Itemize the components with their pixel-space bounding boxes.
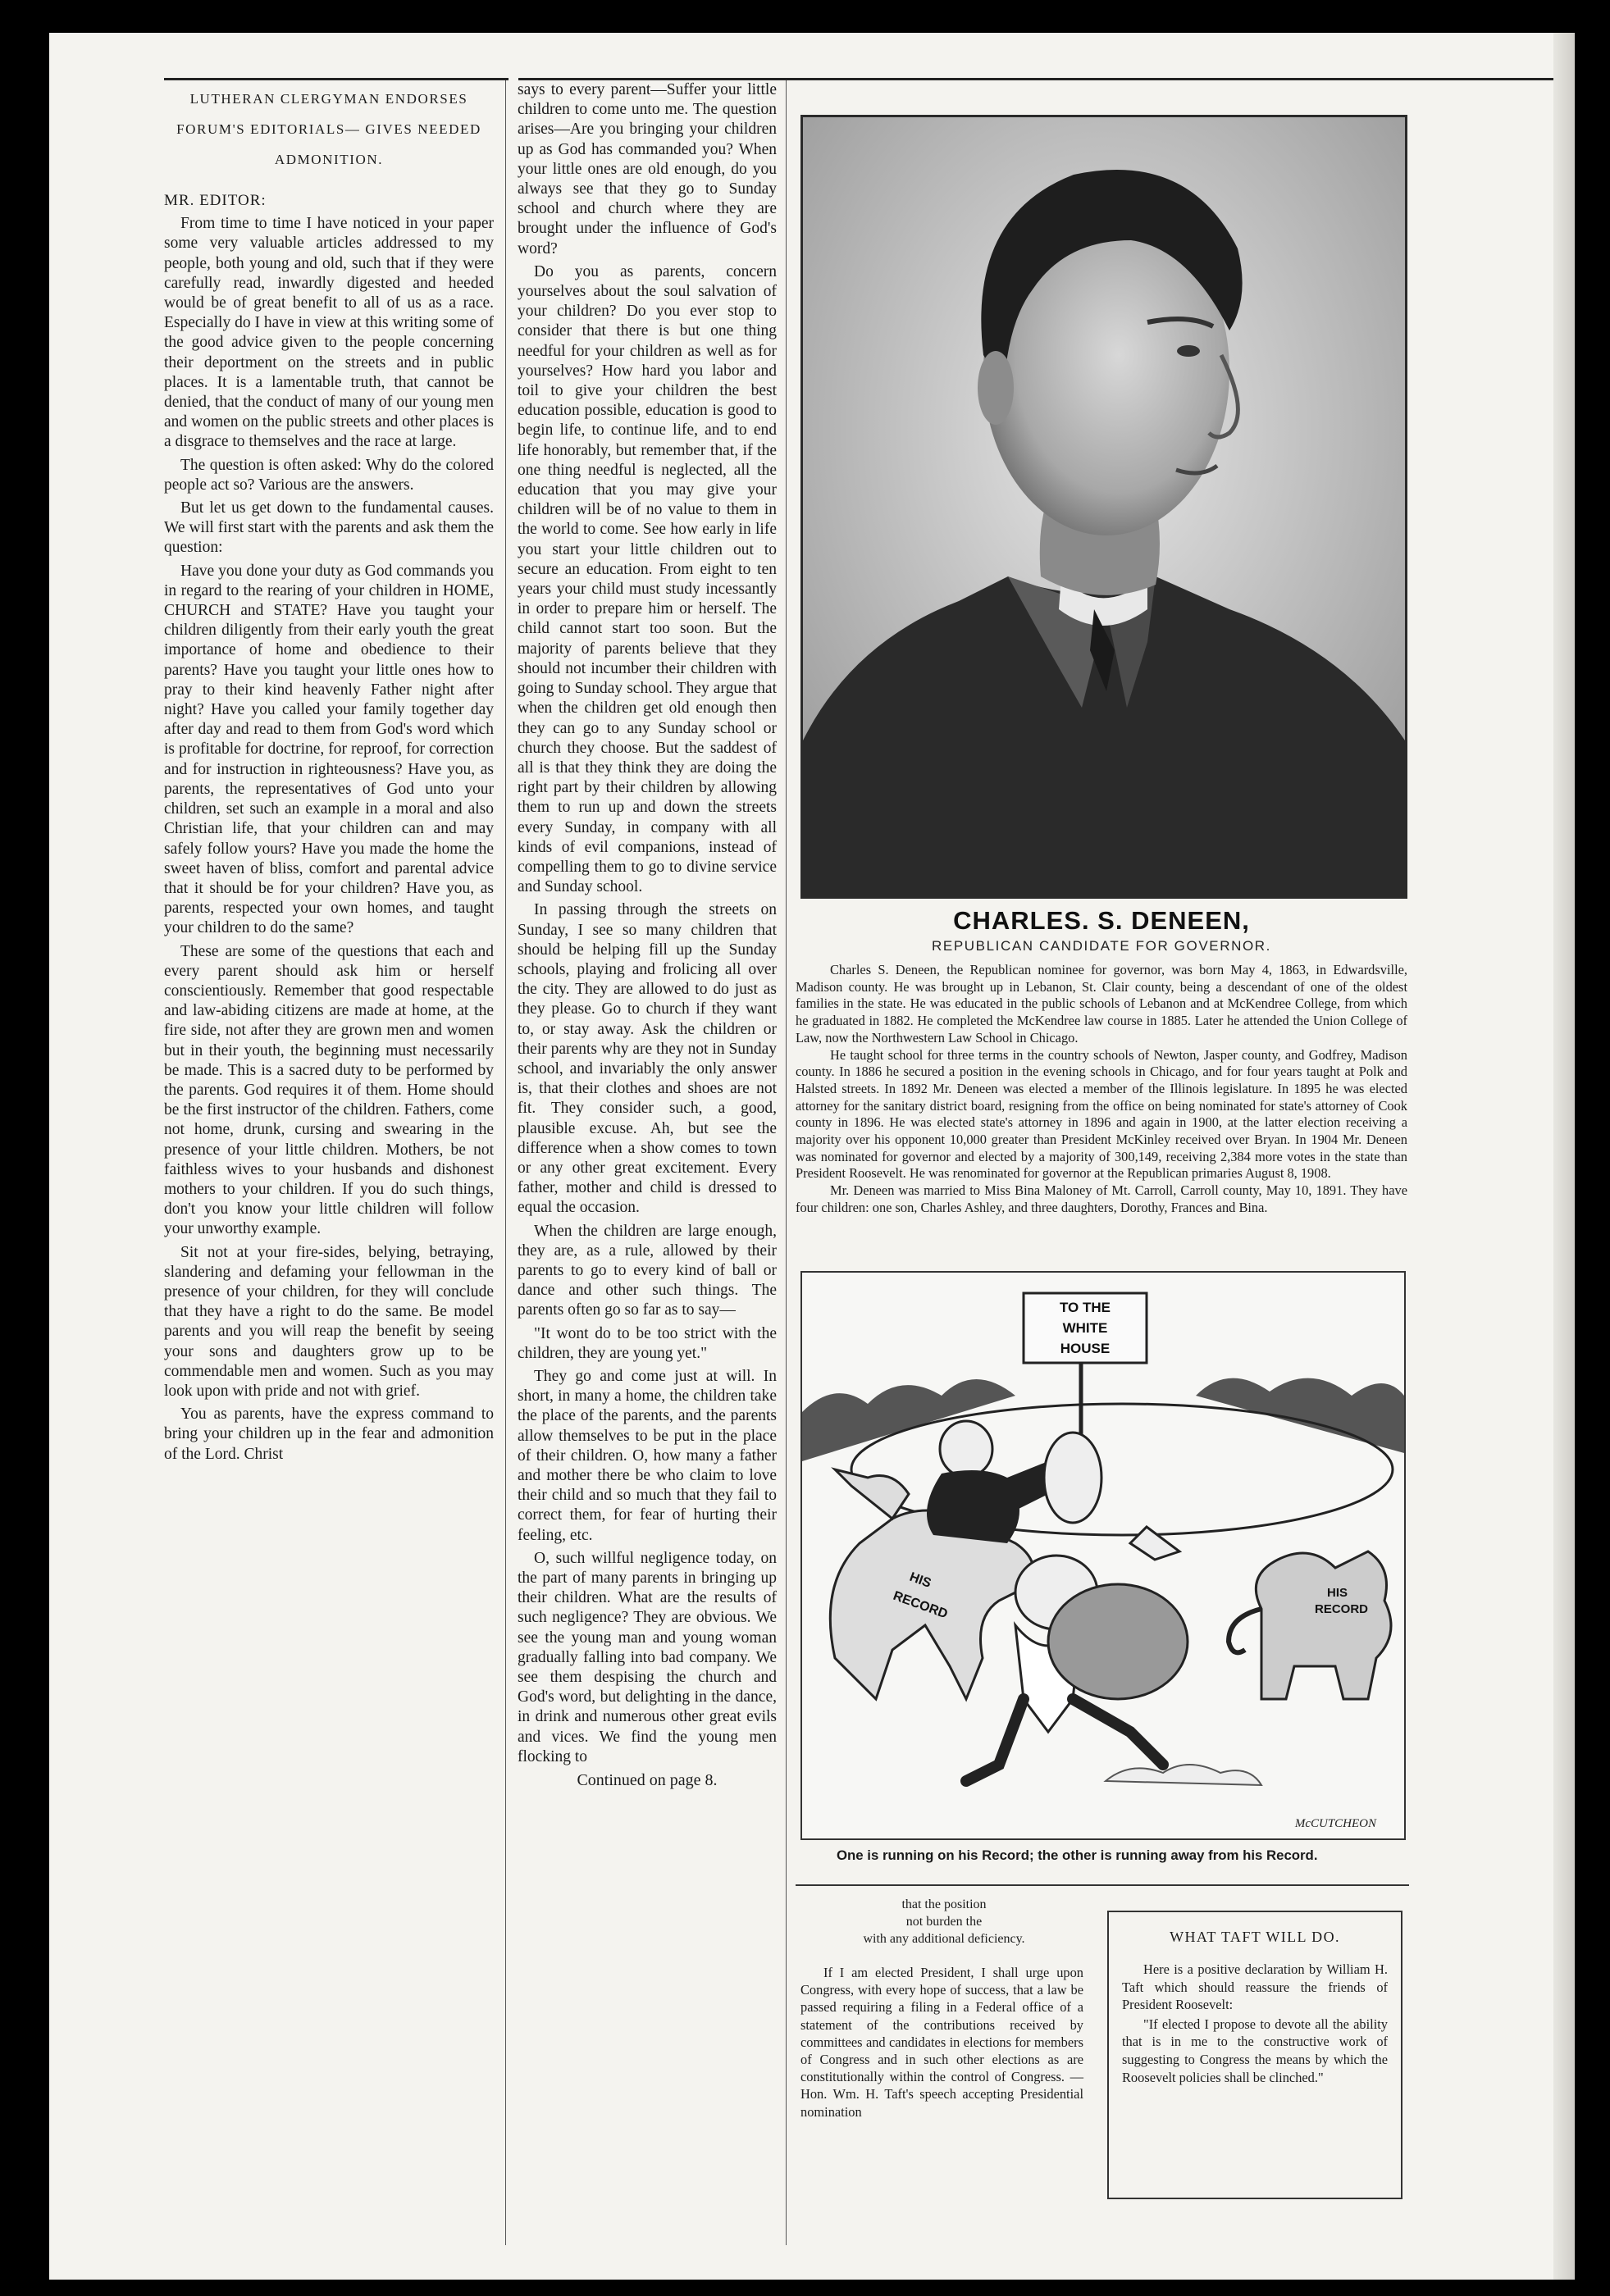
taft-quote-text: If I am elected President, I shall urge upon Congress, with every hope of success, that a law be passed requiring a filing in a Federal office of a statement of the contributions received by committees and candidates in elections for members of Congress and in such other elections as are constitutionally within the control of Congress. —Hon. Wm. H. Taft's speech accepting Presidential nomination (800, 1965, 1083, 2120)
article-paragraph: "It wont do to be too strict with the children, they are young yet." (518, 1324, 777, 1362)
candidate-portrait (800, 115, 1407, 899)
sign-line: WHITE (1062, 1320, 1108, 1336)
elephant-label: RECORD (1315, 1602, 1369, 1616)
candidate-name: CHARLES. S. DENEEN, (953, 906, 1250, 935)
newspaper-page (49, 33, 1575, 2280)
candidate-subtitle: REPUBLICAN CANDIDATE FOR GOVERNOR. (932, 938, 1271, 954)
bio-paragraph: Mr. Deneen was married to Miss Bina Maloney of Mt. Carroll, Carroll county, May 10, 1891. They have four children: one son, Charles Ashley, and three daughters, Dorothy, Frances and Bina. (796, 1182, 1407, 1215)
portrait-illustration (803, 117, 1405, 896)
article-paragraph: In passing through the streets on Sunday, I see so many children that should be helping fill up the Sunday schools, playing and frolicing all over the city. They are allowed to do just as they please. Go to church if they want to, or stay away. Ask the children or their parents why are they not in Sunday school, and invariably the only answer is, that their clothes and shoes are not fit. They consider such, a good, plausible excuse. Ah, but see the difference when a show comes to town or any other great excitement. Every father, mother and child is dressed to equal the occasion. (518, 901, 777, 1217)
column-rule-2 (786, 80, 787, 2245)
article-paragraph: O, such willful negligence today, on the part of many parents in bringing up their children. What are the results of such negligence? They are obvious. We see the young man and young woman gradually falling into bad company. We see them despising the church and God's word, but delighting in the dance, in drink and numerous other great evils and vices. We find the young men flocking to (518, 1549, 777, 1765)
bio-paragraph: He taught school for three terms in the country schools of Newton, Jasper county, and Godfrey, Madison county. In 1886 he secured a position in the evening schools in Chicago, and for four years taught at Polk and Halsted streets. In 1892 Mr. Deneen was elected a member of the Illinois legislature. In 1895 he was elected attorney for the sanitary district board, resigning from the office on being nominated for state's attorney of Cook county in 1896. He was elected state's attorney in 1896 and again in 1900, at the latter election receiving a majority over his opponent 10,000 greater than President McKinley received over Bryan. In 1904 Mr. Deneen was nominated for governor and elected by a majority of 300,149, receiving 2,384 more votes in the state than President Roosevelt. He was renominated for governor at the Republican primaries August 8, 1908. (796, 1046, 1407, 1182)
article-paragraph: Have you done your duty as God commands you in regard to the rearing of your children in HOME, CHURCH and STATE? Have you taught your children diligently from their early youth the great importance of home and obedience to their parents? Have you taught your little ones how to pray to their kind heavenly Father night after night? Have you called your family together day after day and read to them from God's word which is profitable for doctrine, for reproof, for correction and for instruction in righteousness? Have you, as parents, the representatives of God unto your children, set such an example in a moral and also Christian life, that your children can and may safely follow yours? Have you made the home the sweet haven of bliss, comfort and parental advice that it should be for your children? Have you, as parents, respected your own homes, and taught your children to do the same? (164, 562, 494, 937)
horse-label: HIS (907, 1569, 933, 1591)
article-paragraph: Do you as parents, concern yourselves about the soul salvation of your children? Do you ever stop to consider that there is but one thing needful for your children as well as for yourselves? How hard you labor and toil to give your children the best education possible, education is good to begin life, to continue life, and to end life honorably, but remember that, if the one thing needful is neglected, all the education that you may give your children will be of no value to them in the world to come. See how early in life you start your little children out to secure an education. From eight to ten years your child must study incessantly in order to prepare him or herself. The child cannot start too soon. But the majority of parents believe that they should not incumber their children with going to Sunday school. They argue that when the children get old enough then they can go to any Sunday school or church they choose. But the saddest of all is that they think they are doing the right part by their children by allowing them to run up and down the streets every Sunday, in company with all kinds of evil companions, instead of compelling them to go to divine service and Sunday school. (518, 262, 777, 896)
article-paragraph: The question is often asked: Why do the colored people act so? Various are the answers. (164, 456, 494, 494)
horse-label: RECORD (891, 1588, 950, 1622)
fragment-line: not burden the (905, 1915, 983, 1929)
candidate-bio (796, 962, 1407, 1217)
text-fragment (809, 1896, 1079, 1947)
taft-box (1107, 1911, 1402, 2199)
article-paragraph: You as parents, have the express command to bring your children up in the fear and admonition of the Lord. Christ (164, 1405, 494, 1463)
article-paragraph: says to every parent—Suffer your little children to come unto me. The question arises—Are you bringing your children up as God has commanded you? When your little ones are old enough, do you always see that they go to Sunday school and church where they are brought under the influence of God's word? (518, 81, 777, 257)
middle-article (518, 80, 777, 1793)
article-paragraph: Sit not at your fire-sides, belying, betraying, slandering and defaming your fellowman in the presence of your children, for they will conclude that they have a right to do the same. Be model parents and you will reap the benefit by seeing your sons and daughters grow up to be commendable men and women. Such as you may look upon with pride and not with grief. (164, 1243, 494, 1400)
section-rule (796, 1884, 1409, 1886)
taft-box-paragraph: "If elected I propose to devote all the ability that is in me to the constructive work of suggesting to Congress the means by which the Roosevelt policies shall be clinched." (1122, 2016, 1388, 2085)
elephant-label: HIS (1327, 1586, 1348, 1600)
column-rule-1 (505, 80, 506, 2245)
cartoon-illustration (802, 1273, 1404, 1838)
fragment-line: that the position (901, 1897, 987, 1911)
continued-note: Continued on page 8. (577, 1771, 718, 1790)
article-paragraph: When the children are large enough, they are, as a rule, allowed by their parents to go to every kind of ball or dance and other such things. The parents often go so far as to say— (518, 1222, 777, 1319)
cartoon-caption: One is running on his Record; the other is running away from his Record. (837, 1847, 1318, 1863)
sign-line: TO THE (1059, 1300, 1111, 1315)
political-cartoon (800, 1271, 1406, 1840)
left-article (164, 80, 494, 1468)
cartoon-signature: McCUTCHEON (1294, 1817, 1376, 1830)
bio-paragraph: Charles S. Deneen, the Republican nominee for governor, was born May 4, 1863, in Edwardsville, Madison county. He was brought up in Lebanon, St. Clair county, being a descendant of one of the oldest families in the state. He was educated in the public schools of Lebanon and at McKendree College, from which he graduated in 1882. He completed the McKendree law course in 1885. Later he attended the Union College of Law, now the Northwestern Law School in Chicago. (796, 962, 1407, 1046)
fragment-line: with any additional deficiency. (863, 1932, 1025, 1946)
taft-box-title: WHAT TAFT WILL DO. (1170, 1929, 1340, 1945)
article-paragraph: These are some of the questions that each and every parent should ask him or herself conscientiously. Remember that good respectable and law-abiding citizens are made at home, at the fire side, not after they are grown men and women but in their youth, the beginning must necessarily be made. This is a sacred duty to be performed by the parents. God requires it of them. Home should be the first instructor of the children. Fathers, come not home, drunk, cursing and swearing in the presence of your little children. Mothers, be not faithless wives to your husbands and dishonest mothers to your children. If you do such things, don't you know your little children will follow your unworthy example. (164, 942, 494, 1238)
left-article-headline: LUTHERAN CLERGYMAN ENDORSES FORUM'S EDITORIALS— GIVES NEEDED ADMONITION. (176, 91, 481, 167)
sign-line: HOUSE (1060, 1341, 1111, 1356)
taft-box-paragraph: Here is a positive declaration by William H. Taft which should reassure the friends of President Roosevelt: (1122, 1961, 1388, 2013)
article-paragraph: From time to time I have noticed in your paper some very valuable articles addressed to my people, both young and old, such that if they were carefully read, inwardly digested and heeded would be of great benefit to all of us as a race. Especially do I have in view at this writing some of the good advice given to the people concerning their deportment on the streets and in public places. It is a lamentable truth, that cannot be denied, that the conduct of many of our young men and women on the public streets and other places is a disgrace to themselves and the race at large. (164, 215, 494, 451)
article-paragraph: They go and come just at will. In short, in many a home, the children take the place of the parents, and the parents allow themselves to be put in the place of their children. O, how many a father and mother there be who claim to love their child and so much that they fail to correct them, for fear of hurting their feeling, etc. (518, 1368, 777, 1544)
salutation: MR. EDITOR: (164, 192, 267, 209)
taft-quote (800, 1964, 1083, 2121)
article-paragraph: But let us get down to the fundamental causes. We will first start with the parents and ask them the question: (164, 499, 494, 557)
